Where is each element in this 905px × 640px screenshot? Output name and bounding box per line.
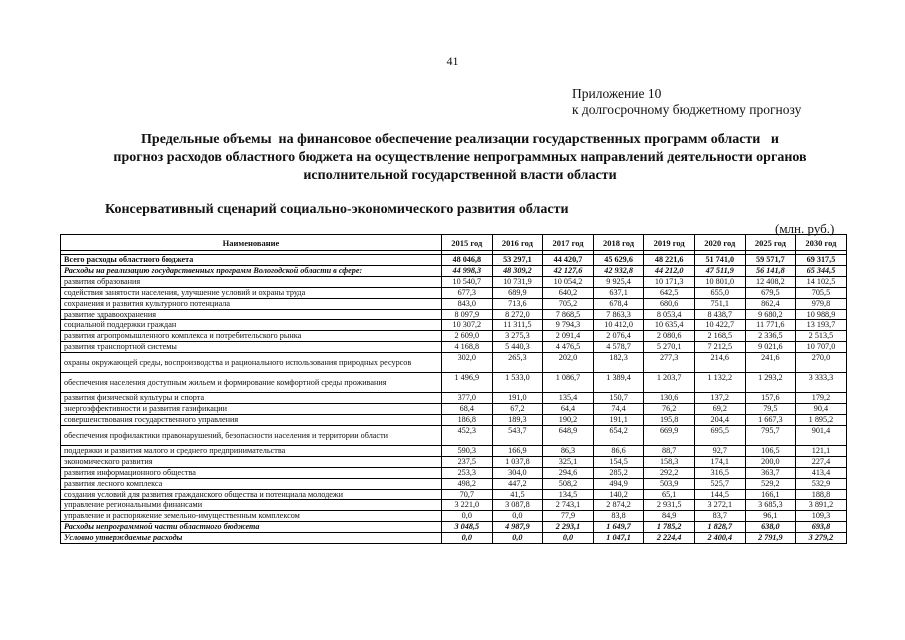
row-value: 9 680,2: [745, 309, 796, 320]
row-value: 7 212,5: [694, 342, 745, 353]
row-value: 202,0: [543, 353, 594, 373]
row-value: 2 400,4: [694, 533, 745, 544]
table-row: [61, 489, 847, 500]
row-name: развития образования: [61, 276, 442, 287]
row-value: 86,3: [543, 445, 594, 456]
row-value: 640,2: [543, 287, 594, 298]
row-value: 648,9: [543, 425, 594, 445]
row-value: 8 272,0: [492, 309, 543, 320]
table-row: [61, 393, 847, 404]
row-name: создания условий для развития гражданского общества и потенциала молодежи: [61, 489, 442, 500]
row-value: 186,8: [442, 414, 493, 425]
row-value: 3 048,5: [442, 522, 493, 533]
row-value: 150,7: [593, 393, 644, 404]
row-value: 654,2: [593, 425, 644, 445]
row-value: 689,9: [492, 287, 543, 298]
row-value: 3 087,8: [492, 500, 543, 511]
row-value: 10 801,0: [694, 276, 745, 287]
row-value: 44 420,7: [543, 255, 594, 266]
row-value: 8 438,7: [694, 309, 745, 320]
row-value: 137,2: [694, 393, 745, 404]
row-name: развития агропромышленного комплекса и потребительского рынка: [61, 331, 442, 342]
table-row: [61, 404, 847, 415]
row-value: 79,5: [745, 404, 796, 415]
row-value: 237,5: [442, 456, 493, 467]
row-value: 532,9: [796, 478, 847, 489]
row-value: 590,3: [442, 445, 493, 456]
row-value: 179,2: [796, 393, 847, 404]
row-value: 158,3: [644, 456, 695, 467]
row-value: 669,9: [644, 425, 695, 445]
row-value: 795,7: [745, 425, 796, 445]
title-line-2: прогноз расходов областного бюджета на осуществление непрограммных направлений деятельности органов: [113, 150, 807, 165]
row-value: 2 931,5: [644, 500, 695, 511]
row-value: 195,8: [644, 414, 695, 425]
row-value: 3 275,3: [492, 331, 543, 342]
row-value: 8 053,4: [644, 309, 695, 320]
row-value: 83,8: [593, 511, 644, 522]
row-value: 316,5: [694, 467, 745, 478]
table-row: [61, 414, 847, 425]
row-value: 1 649,7: [593, 522, 644, 533]
row-value: 65 344,5: [796, 265, 847, 276]
row-value: 0,0: [492, 533, 543, 544]
row-value: 44 998,3: [442, 265, 493, 276]
title-line-3: исполнительной государственной власти области: [303, 168, 617, 183]
row-value: 134,5: [543, 489, 594, 500]
row-value: 42 932,8: [593, 265, 644, 276]
row-value: 1 047,1: [593, 533, 644, 544]
row-name: содействия занятости населения, улучшение условий и охраны труда: [61, 287, 442, 298]
row-value: 44 212,0: [644, 265, 695, 276]
row-value: 0,0: [442, 533, 493, 544]
row-value: 4 168,8: [442, 342, 493, 353]
row-value: 88,7: [644, 445, 695, 456]
table-row: [61, 342, 847, 353]
row-value: 10 422,7: [694, 320, 745, 331]
row-value: 1 667,3: [745, 414, 796, 425]
row-value: 0,0: [543, 533, 594, 544]
table-row: [61, 331, 847, 342]
row-value: 214,6: [694, 353, 745, 373]
table-row: [61, 533, 847, 544]
row-value: 14 102,5: [796, 276, 847, 287]
document-title: [60, 131, 860, 185]
row-value: 106,5: [745, 445, 796, 456]
budget-table: [60, 234, 847, 544]
row-value: 447,2: [492, 478, 543, 489]
row-value: 1 293,2: [745, 373, 796, 393]
table-row: [61, 467, 847, 478]
table-row: [61, 478, 847, 489]
row-name: сохранения и развития культурного потенциала: [61, 298, 442, 309]
row-value: 74,4: [593, 404, 644, 415]
row-name: развития транспортной системы: [61, 342, 442, 353]
row-value: 109,3: [796, 511, 847, 522]
row-value: 979,8: [796, 298, 847, 309]
row-value: 325,1: [543, 456, 594, 467]
row-value: 9 021,6: [745, 342, 796, 353]
row-value: 2 224,4: [644, 533, 695, 544]
row-value: 503,9: [644, 478, 695, 489]
row-value: 10 988,9: [796, 309, 847, 320]
row-value: 64,4: [543, 404, 594, 415]
header-year: 2020 год: [694, 235, 745, 251]
table-row: [61, 445, 847, 456]
row-value: 901,4: [796, 425, 847, 445]
row-value: 200,0: [745, 456, 796, 467]
row-value: 10 731,9: [492, 276, 543, 287]
row-value: 96,1: [745, 511, 796, 522]
row-value: 543,7: [492, 425, 543, 445]
row-value: 166,1: [745, 489, 796, 500]
header-year: 2017 год: [543, 235, 594, 251]
row-value: 270,0: [796, 353, 847, 373]
row-value: 5 270,1: [644, 342, 695, 353]
row-value: 695,5: [694, 425, 745, 445]
row-value: 48 309,2: [492, 265, 543, 276]
row-value: 498,2: [442, 478, 493, 489]
row-value: 2 743,1: [543, 500, 594, 511]
row-value: 10 171,3: [644, 276, 695, 287]
row-value: 265,3: [492, 353, 543, 373]
row-name: Всего расходы областного бюджета: [61, 255, 442, 266]
row-value: 3 221,0: [442, 500, 493, 511]
row-name: Условно утверждаемые расходы: [61, 533, 442, 544]
row-value: 7 868,5: [543, 309, 594, 320]
row-value: 174,1: [694, 456, 745, 467]
row-value: 189,3: [492, 414, 543, 425]
row-value: 751,1: [694, 298, 745, 309]
row-name: управление и распоряжение земельно-имущественным комплексом: [61, 511, 442, 522]
row-value: 69 317,5: [796, 255, 847, 266]
row-value: 10 540,7: [442, 276, 493, 287]
row-value: 48 221,6: [644, 255, 695, 266]
row-value: 56 141,8: [745, 265, 796, 276]
header-year: 2030 год: [796, 235, 847, 251]
row-value: 47 511,9: [694, 265, 745, 276]
row-value: 1 895,2: [796, 414, 847, 425]
row-value: 70,7: [442, 489, 493, 500]
row-value: 637,1: [593, 287, 644, 298]
row-value: 3 685,3: [745, 500, 796, 511]
row-value: 121,1: [796, 445, 847, 456]
row-value: 51 741,0: [694, 255, 745, 266]
row-value: 294,6: [543, 467, 594, 478]
table-row: [61, 425, 847, 445]
row-value: 144,5: [694, 489, 745, 500]
table-row: [61, 255, 847, 266]
row-value: 413,4: [796, 467, 847, 478]
row-value: 1 828,7: [694, 522, 745, 533]
row-value: 713,6: [492, 298, 543, 309]
row-value: 377,0: [442, 393, 493, 404]
row-value: 677,3: [442, 287, 493, 298]
row-value: 1 785,2: [644, 522, 695, 533]
row-value: 12 408,2: [745, 276, 796, 287]
row-value: 10 412,0: [593, 320, 644, 331]
row-value: 2 076,4: [593, 331, 644, 342]
row-value: 10 707,0: [796, 342, 847, 353]
row-value: 3 272,1: [694, 500, 745, 511]
header-year: 2016 год: [492, 235, 543, 251]
table-row: [61, 511, 847, 522]
row-value: 10 307,2: [442, 320, 493, 331]
row-value: 227,4: [796, 456, 847, 467]
row-value: 130,6: [644, 393, 695, 404]
row-value: 188,8: [796, 489, 847, 500]
table-row: [61, 353, 847, 373]
table-row: [61, 276, 847, 287]
row-value: 292,2: [644, 467, 695, 478]
row-value: 4 987,9: [492, 522, 543, 533]
row-value: 3 333,3: [796, 373, 847, 393]
row-value: 83,7: [694, 511, 745, 522]
row-value: 59 571,7: [745, 255, 796, 266]
row-value: 1 086,7: [543, 373, 594, 393]
row-value: 529,2: [745, 478, 796, 489]
row-value: 86,6: [593, 445, 644, 456]
row-value: 678,4: [593, 298, 644, 309]
row-name: развития физической культуры и спорта: [61, 393, 442, 404]
unit-label: (млн. руб.): [775, 221, 835, 236]
row-value: 2 791,9: [745, 533, 796, 544]
row-value: 154,5: [593, 456, 644, 467]
row-name: экономического развития: [61, 456, 442, 467]
row-name: Расходы на реализацию государственных программ Вологодской области в сфере:: [61, 265, 442, 276]
table-body: [61, 251, 847, 544]
row-name: развития информационного общества: [61, 467, 442, 478]
table-row: [61, 522, 847, 533]
row-value: 67,2: [492, 404, 543, 415]
row-value: 135,4: [543, 393, 594, 404]
row-value: 2 874,2: [593, 500, 644, 511]
row-value: 638,0: [745, 522, 796, 533]
header-year: 2019 год: [644, 235, 695, 251]
row-value: 253,3: [442, 467, 493, 478]
scenario-heading: Консервативный сценарий социально-экономического развития области: [105, 202, 569, 217]
row-value: 1 203,7: [644, 373, 695, 393]
row-value: 0,0: [492, 511, 543, 522]
row-value: 90,4: [796, 404, 847, 415]
row-value: 862,4: [745, 298, 796, 309]
row-value: 2 336,5: [745, 331, 796, 342]
row-name: охраны окружающей среды, воспроизводства и рационального использования природных ресурсов: [61, 353, 442, 373]
row-value: 41,5: [492, 489, 543, 500]
page-number: 41: [446, 54, 459, 68]
row-value: 1 496,9: [442, 373, 493, 393]
row-name: Расходы непрограммной части областного бюджета: [61, 522, 442, 533]
row-value: 494,9: [593, 478, 644, 489]
row-value: 679,5: [745, 287, 796, 298]
row-value: 68,4: [442, 404, 493, 415]
row-value: 182,3: [593, 353, 644, 373]
row-name: управление региональными финансами: [61, 500, 442, 511]
row-value: 8 097,9: [442, 309, 493, 320]
row-value: 191,1: [593, 414, 644, 425]
row-value: 140,2: [593, 489, 644, 500]
row-value: 166,9: [492, 445, 543, 456]
row-value: 642,5: [644, 287, 695, 298]
row-value: 69,2: [694, 404, 745, 415]
row-value: 11 771,6: [745, 320, 796, 331]
row-name: развитие здравоохранения: [61, 309, 442, 320]
row-value: 843,0: [442, 298, 493, 309]
row-value: 3 279,2: [796, 533, 847, 544]
row-name: энергоэффективности и развития газификации: [61, 404, 442, 415]
row-value: 2 513,5: [796, 331, 847, 342]
row-value: 363,7: [745, 467, 796, 478]
row-name: развития лесного комплекса: [61, 478, 442, 489]
row-value: 48 046,8: [442, 255, 493, 266]
row-value: 693,8: [796, 522, 847, 533]
row-value: 157,6: [745, 393, 796, 404]
table-row: [61, 298, 847, 309]
row-name: социальной поддержки граждан: [61, 320, 442, 331]
row-name: поддержки и развития малого и среднего предпринимательства: [61, 445, 442, 456]
row-value: 84,9: [644, 511, 695, 522]
row-value: 7 863,3: [593, 309, 644, 320]
header-year: 2015 год: [442, 235, 493, 251]
row-value: 13 193,7: [796, 320, 847, 331]
row-value: 0,0: [442, 511, 493, 522]
row-value: 45 629,6: [593, 255, 644, 266]
row-value: 1 389,4: [593, 373, 644, 393]
table-row: [61, 287, 847, 298]
header-year: 2018 год: [593, 235, 644, 251]
row-value: 285,2: [593, 467, 644, 478]
table-row: [61, 265, 847, 276]
row-value: 304,0: [492, 467, 543, 478]
row-value: 10 635,4: [644, 320, 695, 331]
row-value: 525,7: [694, 478, 745, 489]
appendix-line-2: к долгосрочному бюджетному прогнозу: [572, 102, 802, 117]
row-value: 10 054,2: [543, 276, 594, 287]
row-value: 241,6: [745, 353, 796, 373]
appendix-note: [572, 86, 801, 118]
row-value: 452,3: [442, 425, 493, 445]
appendix-line-1: Приложение 10: [572, 86, 662, 101]
row-value: 92,7: [694, 445, 745, 456]
row-value: 5 440,3: [492, 342, 543, 353]
row-value: 53 297,1: [492, 255, 543, 266]
row-value: 42 127,6: [543, 265, 594, 276]
row-value: 3 891,2: [796, 500, 847, 511]
row-value: 1 533,0: [492, 373, 543, 393]
row-value: 65,1: [644, 489, 695, 500]
row-value: 508,2: [543, 478, 594, 489]
row-value: 9 925,4: [593, 276, 644, 287]
row-value: 11 311,5: [492, 320, 543, 331]
row-value: 2 293,1: [543, 522, 594, 533]
row-value: 2 080,6: [644, 331, 695, 342]
row-name: обеспечения профилактики правонарушений, безопасности населения и территории области: [61, 425, 442, 445]
row-value: 1 037,8: [492, 456, 543, 467]
row-name: совершенствования государственного управления: [61, 414, 442, 425]
row-value: 277,3: [644, 353, 695, 373]
row-name: обеспечения населения доступным жильем и формирование комфортной среды проживания: [61, 373, 442, 393]
header-name: Наименование: [61, 235, 442, 251]
row-value: 2 091,4: [543, 331, 594, 342]
row-value: 190,2: [543, 414, 594, 425]
row-value: 204,4: [694, 414, 745, 425]
row-value: 2 609,0: [442, 331, 493, 342]
row-value: 655,0: [694, 287, 745, 298]
row-value: 77,9: [543, 511, 594, 522]
row-value: 302,0: [442, 353, 493, 373]
row-value: 1 132,2: [694, 373, 745, 393]
row-value: 705,5: [796, 287, 847, 298]
table-row: [61, 373, 847, 393]
row-value: 191,0: [492, 393, 543, 404]
table-header-row: [61, 235, 847, 251]
row-value: 76,2: [644, 404, 695, 415]
table-row: [61, 320, 847, 331]
row-value: 680,6: [644, 298, 695, 309]
row-value: 2 168,5: [694, 331, 745, 342]
header-year: 2025 год: [745, 235, 796, 251]
title-line-1: Предельные объемы на финансовое обеспечение реализации государственных программ области и: [141, 132, 779, 147]
row-value: 705,2: [543, 298, 594, 309]
table-row: [61, 500, 847, 511]
row-value: 4 476,5: [543, 342, 594, 353]
row-value: 9 794,3: [543, 320, 594, 331]
table-row: [61, 309, 847, 320]
table-row: [61, 456, 847, 467]
row-value: 4 578,7: [593, 342, 644, 353]
